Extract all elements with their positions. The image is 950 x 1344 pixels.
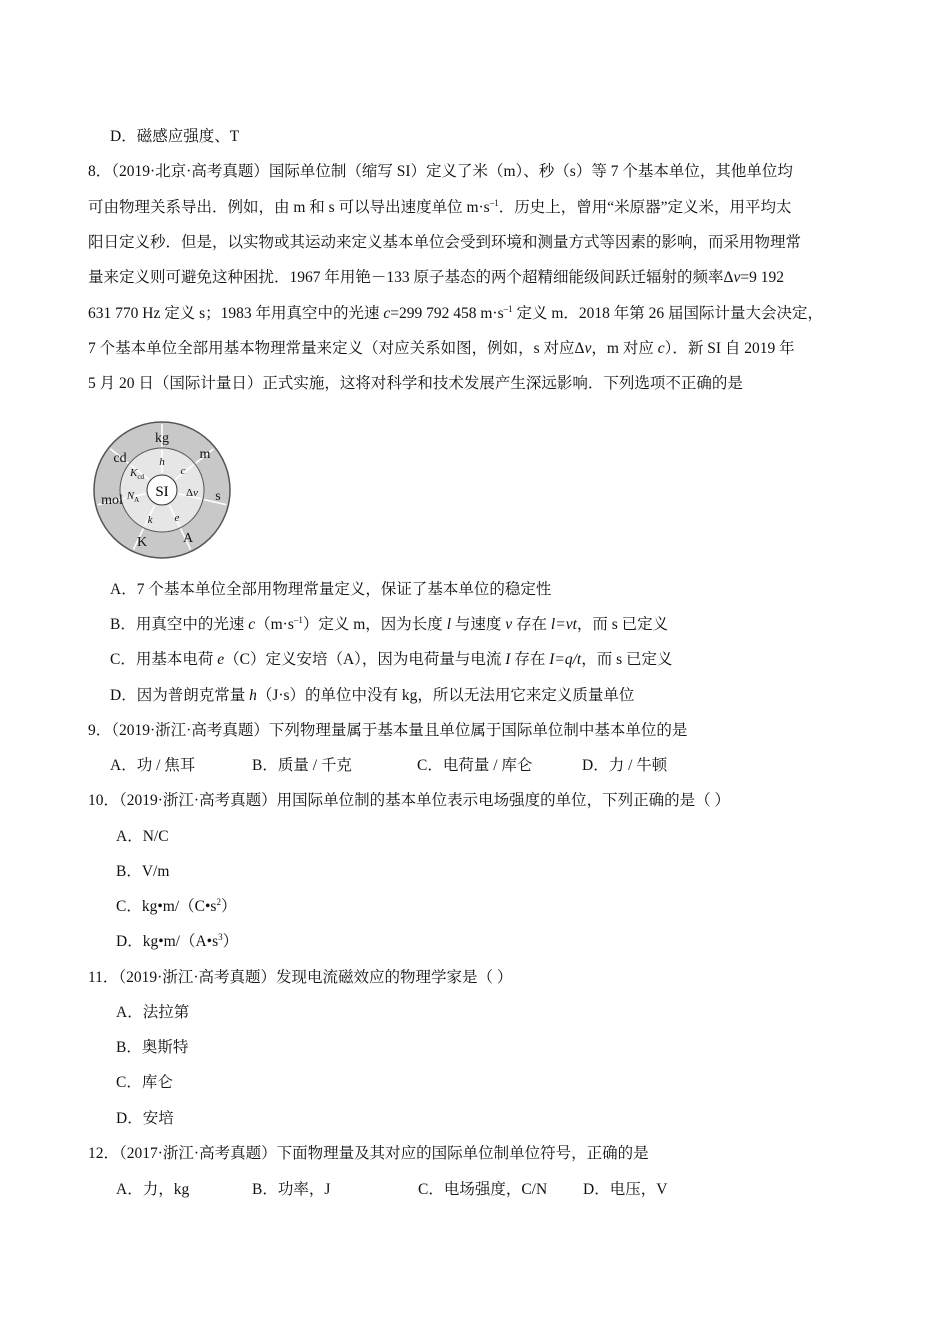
unit-label-k: K xyxy=(136,535,148,550)
q9-option-b: B．质量 / 千克 xyxy=(252,757,352,774)
constant-label-h: h xyxy=(159,456,165,468)
q8-option-d: D．因为普朗克常量 h（J·s）的单位中没有 kg，所以无法用它来定义质量单位 xyxy=(110,687,635,704)
q9-option-d: D．力 / 牛顿 xyxy=(582,757,668,774)
q8-stem-line: 阳日定义秒．但是，以实物或其运动来定义基本单位会受到环境和测量方式等因素的影响，而采用物理常 xyxy=(88,234,802,251)
q9-option-c: C．电荷量 / 库仑 xyxy=(417,757,533,774)
unit-label-s: s xyxy=(215,489,221,504)
si-units-diagram xyxy=(88,418,236,562)
q12-options xyxy=(116,1180,667,1200)
q12-option-d: D．电压，V xyxy=(583,1181,668,1198)
q9-option-a: A．功 / 焦耳 xyxy=(110,757,196,774)
q11-option-a: A．法拉第 xyxy=(116,1004,190,1021)
unit-label-cd: cd xyxy=(113,451,127,466)
constant-label-e: e xyxy=(174,512,180,524)
q12-option-c: C．电场强度，C/N xyxy=(418,1181,548,1198)
q10-option-c: C．$kg•m/(C•s^2)$ xyxy=(116,897,237,915)
q8-option-c: C．用基本电荷 e（C）定义安培（A），因为电荷量与电流 I 存在 I=q/t，而 s 已定义 xyxy=(110,651,673,668)
constant-label-c: c xyxy=(180,465,186,477)
q8-stem-line: 7 个基本单位全部用基本物理常量来定义（对应关系如图，例如，s 对应Δv，m 对应 c）．新 SI 自 2019 年 xyxy=(88,340,795,357)
q10-option-b: B．V/m xyxy=(116,863,170,880)
q9-options xyxy=(110,756,667,776)
q8-stem-line: 5 月 20 日（国际计量日）正式实施，这将对科学和技术发展产生深远影响．下列选项不正确的是 xyxy=(88,375,743,392)
constant-label-delta-v: Δv xyxy=(186,487,198,499)
constant-label-k: k xyxy=(147,514,153,526)
q10-option-a: A．N/C xyxy=(116,828,169,845)
q12-option-a: A．力，kg xyxy=(116,1181,190,1198)
q12-stem: 12．（2017·浙江·高考真题）下面物理量及其对应的国际单位制单位符号，正确的是 xyxy=(88,1145,649,1162)
unit-label-m: m xyxy=(199,447,211,462)
q10-stem: 10．（2019·浙江·高考真题）用国际单位制的基本单位表示电场强度的单位，下列正确的是（ ） xyxy=(88,792,730,809)
q8-option-b: B．用真空中的光速 $c(m\cdot s^{-1})$定义 m，因为长度 l 与速度 v 存在 l=vt，而 s 已定义 xyxy=(110,615,669,633)
q10-option-d: D．$kg•m/(A•s^3)$ xyxy=(116,932,239,950)
q12-option-b: B．功率，J xyxy=(252,1181,331,1198)
unit-label-mol: mol xyxy=(101,493,123,508)
q11-option-d: D．安培 xyxy=(116,1110,174,1127)
q8-stem-line: 8．（2019·北京·高考真题）国际单位制（缩写 SI）定义了米（m）、秒（s）等 7 个基本单位，其他单位均 xyxy=(88,163,793,180)
q8-stem-line: 631 770 Hz 定义 s；1983 年用真空中的光速 c=299 792 458 $m\cdot s^{-1}$ 定义 m．2018 年第 26 届国际计量大会决定， xyxy=(88,304,824,322)
q11-stem: 11．（2019·浙江·高考真题）发现电流磁效应的物理学家是（ ） xyxy=(88,969,513,986)
q8-stem-line: 量来定义则可避免这种困扰．1967 年用铯－133 原子基态的两个超精细能级间跃迁辐射的频率Δv=9 192 xyxy=(88,269,784,286)
constant-label-na: $N_A$ xyxy=(126,490,140,504)
constant-label-kcd: $K_{cd}$ xyxy=(130,467,144,481)
q8-stem-line: 可由物理关系导出．例如，由 m 和 s 可以导出速度单位 $m\cdot s^{-1}$．历史上，曾用“米原器”定义米，用平均太 xyxy=(88,198,792,216)
unit-label-kg: kg xyxy=(155,431,169,446)
unit-label-a: A xyxy=(182,531,194,546)
q9-stem: 9．（2019·浙江·高考真题）下列物理量属于基本量且单位属于国际单位制中基本单位的是 xyxy=(88,722,688,739)
q8-option-a: A．7 个基本单位全部用物理常量定义，保证了基本单位的稳定性 xyxy=(110,581,552,598)
q11-option-b: B．奥斯特 xyxy=(116,1039,189,1056)
q7-option-d: D．磁感应强度、T xyxy=(110,128,240,145)
q11-option-c: C．库仑 xyxy=(116,1074,173,1091)
si-center-label: SI xyxy=(155,484,169,500)
